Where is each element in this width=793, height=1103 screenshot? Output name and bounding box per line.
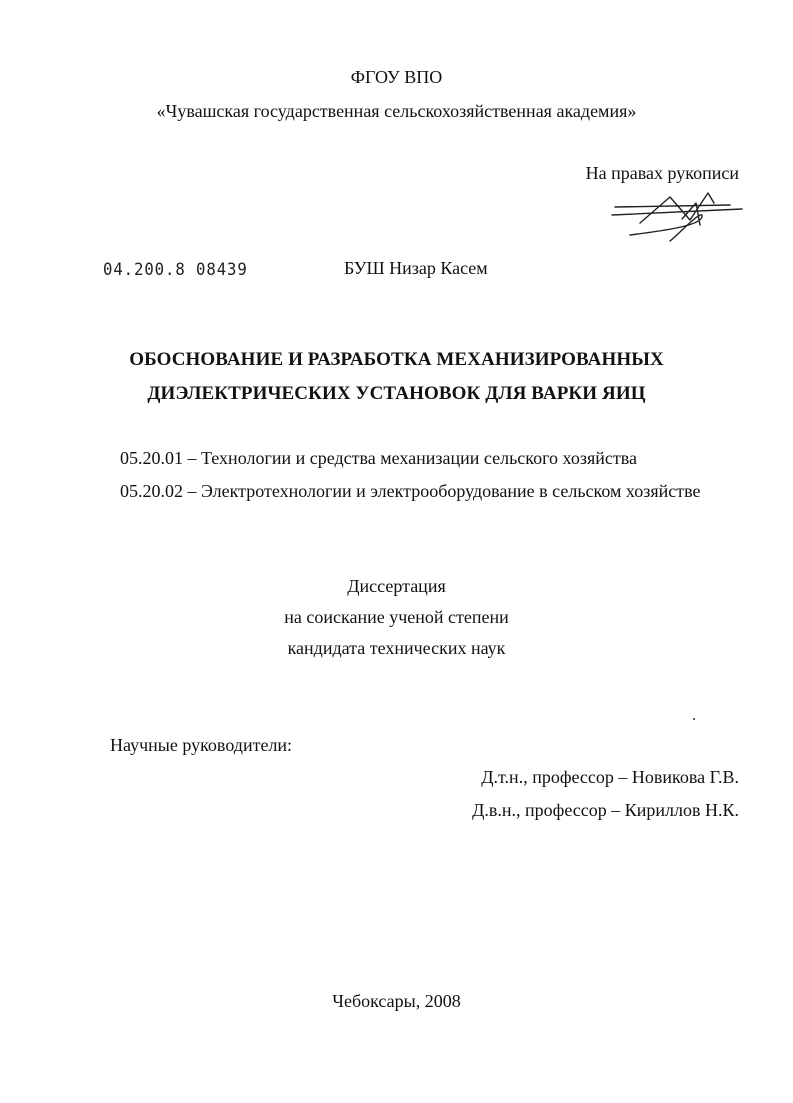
supervisor-1: Д.т.н., профессор – Новикова Г.В. bbox=[481, 767, 739, 787]
city-year: Чебоксары, 2008 bbox=[332, 991, 461, 1011]
handwritten-signature bbox=[610, 185, 750, 245]
degree-type: Диссертация bbox=[347, 576, 446, 596]
thesis-title-line-2: ДИЭЛЕКТРИЧЕСКИХ УСТАНОВОК ДЛЯ ВАРКИ ЯИЦ bbox=[147, 383, 646, 404]
degree-purpose: на соискание ученой степени bbox=[284, 607, 509, 627]
scan-speck bbox=[693, 718, 695, 720]
manuscript-note: На правах рукописи bbox=[585, 163, 739, 183]
supervisor-2: Д.в.н., профессор – Кириллов Н.К. bbox=[472, 800, 739, 820]
archive-stamp-number: 04.200.8 08439 bbox=[103, 260, 248, 280]
org-name: ФГОУ ВПО bbox=[350, 67, 443, 87]
author-name: БУШ Низар Касем bbox=[344, 258, 488, 278]
specialty-1: 05.20.01 – Технологии и средства механизации сельского хозяйства bbox=[120, 448, 637, 468]
academy-name: «Чувашская государственная сельскохозяйственная академия» bbox=[156, 101, 637, 121]
specialty-2: 05.20.02 – Электротехнологии и электрооборудование в сельском хозяйстве bbox=[120, 481, 701, 501]
supervisors-label: Научные руководители: bbox=[110, 735, 293, 755]
degree-field: кандидата технических наук bbox=[287, 638, 506, 658]
thesis-title-line-1: ОБОСНОВАНИЕ И РАЗРАБОТКА МЕХАНИЗИРОВАННЫХ bbox=[129, 349, 664, 370]
